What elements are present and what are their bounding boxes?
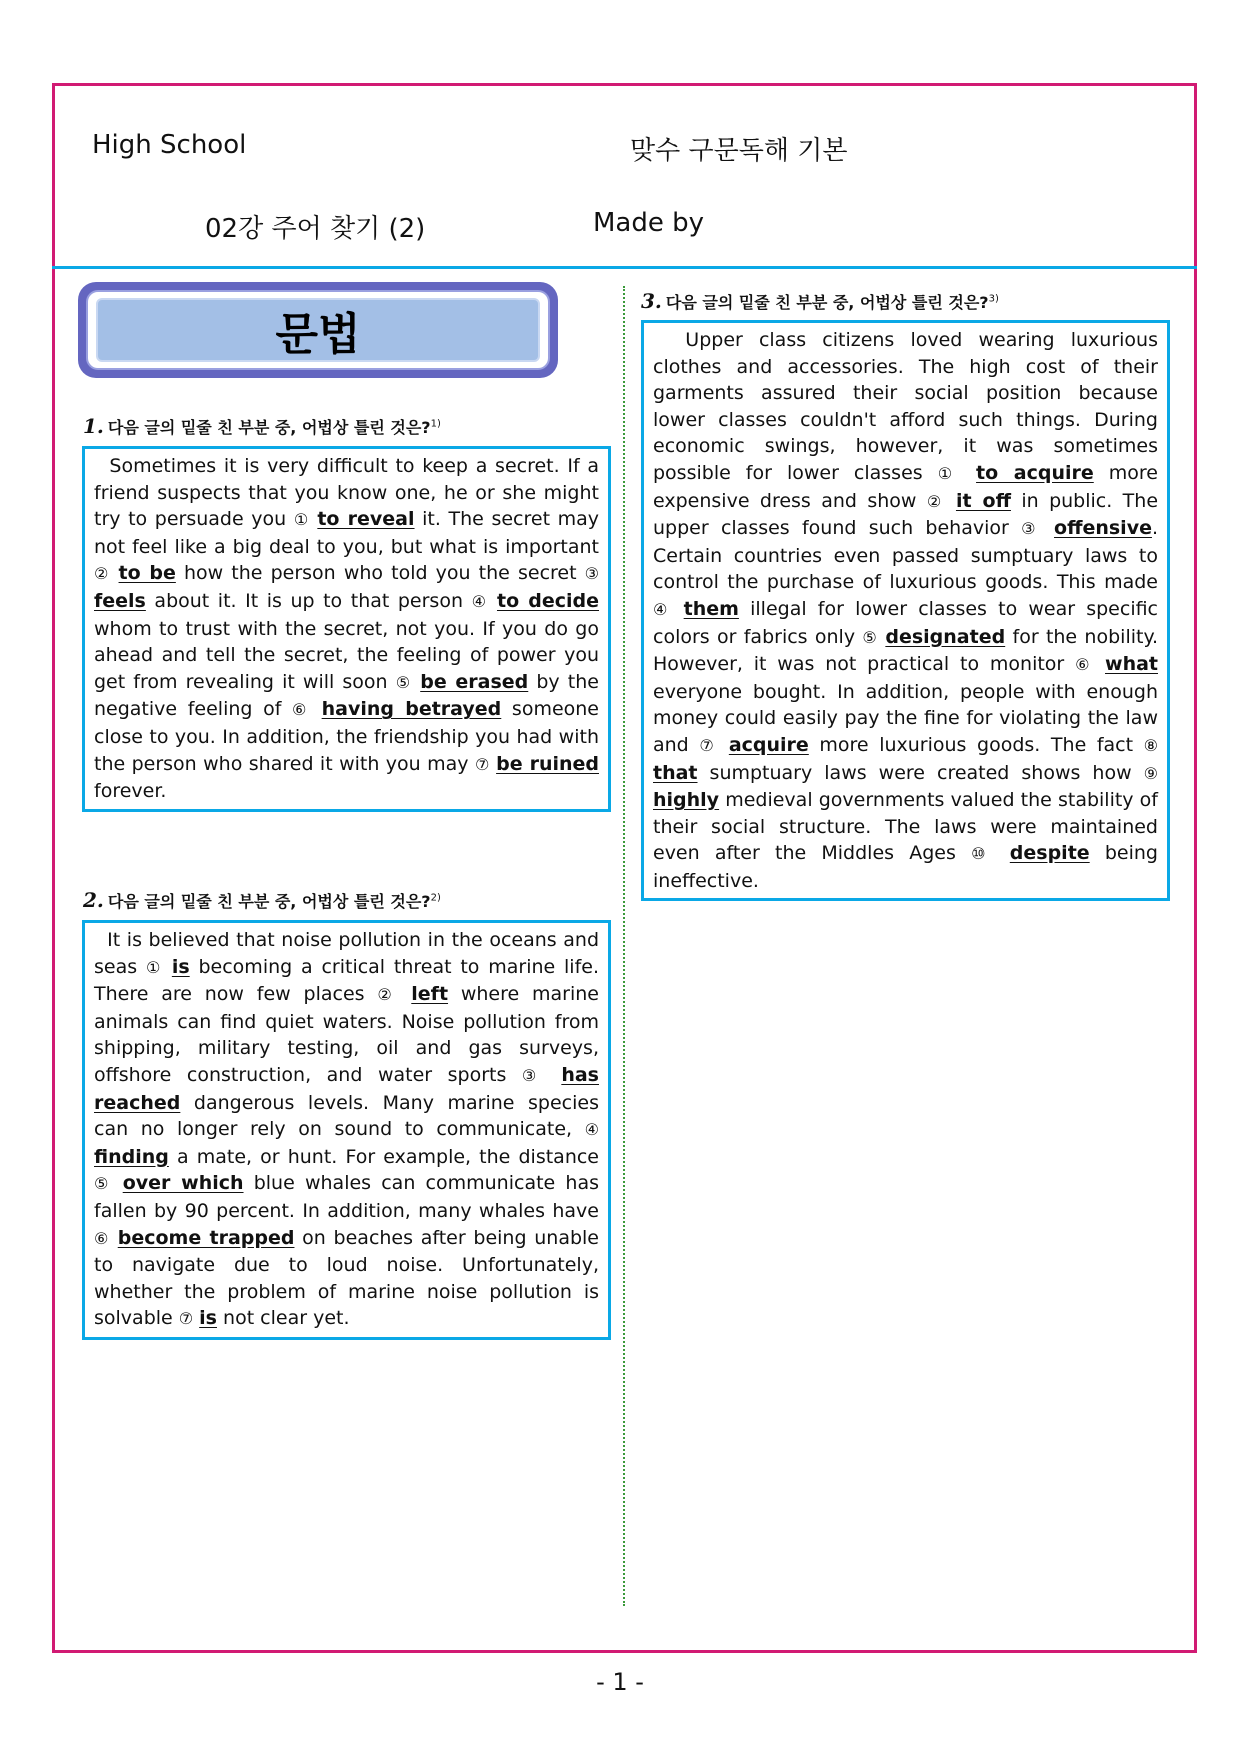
underlined-choice: what bbox=[1105, 653, 1158, 676]
choice-number: ⑤ bbox=[94, 1174, 113, 1194]
question-2-passage bbox=[82, 920, 611, 1340]
choice-number: ⑥ bbox=[292, 700, 311, 720]
question-2-prompt bbox=[83, 888, 441, 912]
passage-text: in public. The upper classes found such behavior bbox=[653, 489, 1159, 540]
question-number: 3. bbox=[641, 289, 662, 313]
column-divider bbox=[623, 286, 625, 1606]
footnote-ref: 1) bbox=[430, 418, 441, 430]
underlined-choice: is bbox=[171, 955, 190, 978]
choice-number: ② bbox=[377, 985, 399, 1005]
made-by: Made by bbox=[593, 208, 705, 238]
underlined-choice: to be bbox=[118, 562, 176, 585]
underlined-choice: them bbox=[683, 597, 739, 620]
passage-text: by the negative feeling of bbox=[94, 670, 599, 721]
choice-number: ④ bbox=[653, 599, 673, 619]
passage-text bbox=[672, 598, 683, 620]
passage-text: Sometimes it is very difficult to keep a secret. If a friend suspects that you know one, he or she might try to persuade you bbox=[94, 455, 599, 531]
passage-text: It is believed that noise pollution in the oceans and seas bbox=[94, 929, 599, 978]
passage-text: sumptuary laws were created shows how bbox=[697, 761, 1144, 784]
passage-text: where marine animals can find quiet waters. Noise pollution from shipping, military testing, oil and gas surveys, offshore construction, and water sports bbox=[94, 983, 599, 1086]
passage-text: dangerous levels. Many marine species can no longer rely on sound to communicate, bbox=[94, 1091, 599, 1141]
passage-text bbox=[995, 842, 1010, 864]
question-3-passage bbox=[641, 320, 1170, 901]
choice-number: ② bbox=[94, 564, 111, 584]
page-number: - 1 - bbox=[596, 1668, 644, 1696]
passage-text bbox=[412, 671, 420, 693]
choice-number: ⑧ bbox=[1143, 735, 1159, 755]
passage-text: for the nobility. However, it was not practical to monitor bbox=[653, 625, 1159, 676]
passage-text bbox=[113, 1172, 123, 1194]
passage-text bbox=[946, 490, 956, 512]
choice-number: ⑩ bbox=[971, 844, 995, 864]
underlined-choice: become trapped bbox=[117, 1226, 295, 1249]
underlined-choice: designated bbox=[885, 625, 1006, 648]
footnote-ref: 2) bbox=[430, 892, 441, 904]
passage-text: about it. It is up to that person bbox=[145, 589, 472, 612]
passage-text: being ineffective. bbox=[653, 842, 1158, 892]
choice-number: ② bbox=[926, 491, 946, 511]
question-3-prompt bbox=[641, 289, 999, 313]
underlined-choice: be erased bbox=[420, 670, 529, 693]
underlined-choice: to decide bbox=[496, 589, 599, 612]
question-1-prompt bbox=[83, 414, 441, 438]
passage-text: a mate, or hunt. For example, the distance bbox=[168, 1145, 599, 1168]
passage-text bbox=[110, 562, 118, 584]
passage-text bbox=[163, 956, 172, 978]
choice-number: ⑤ bbox=[395, 672, 413, 692]
passage-text: more expensive dress and show bbox=[653, 461, 1158, 512]
passage-text bbox=[488, 590, 497, 612]
passage-text: whom to trust with the secret, not you. If you do go ahead and tell the secret, the feeling of power you get from revealing it will soon bbox=[94, 617, 599, 693]
passage-text: becoming a critical threat to marine life. There are now few places bbox=[94, 955, 599, 1006]
choice-number: ③ bbox=[584, 564, 599, 584]
book-title: 맞수 구문독해 기본 bbox=[630, 136, 848, 166]
passage-text bbox=[718, 734, 729, 756]
underlined-choice: despite bbox=[1009, 842, 1090, 865]
passage-text: illegal for lower classes to wear specific colors or fabrics only bbox=[653, 597, 1159, 648]
passage-text bbox=[1094, 653, 1105, 675]
section-badge-label: 문법 bbox=[96, 298, 540, 362]
underlined-choice: left bbox=[411, 983, 449, 1006]
underlined-choice: is bbox=[199, 1307, 217, 1330]
choice-number: ④ bbox=[471, 591, 489, 611]
choice-number: ① bbox=[293, 510, 310, 530]
passage-text: blue whales can communicate has fallen by 90 percent. In addition, many whales have bbox=[94, 1172, 599, 1222]
underlined-choice: has reached bbox=[94, 1063, 599, 1114]
question-1-passage bbox=[82, 446, 611, 812]
passage-text bbox=[311, 698, 322, 720]
passage-text bbox=[546, 1064, 562, 1086]
choice-number: ④ bbox=[584, 1120, 599, 1140]
question-text: 다음 글의 밑줄 친 부분 중, 어법상 틀린 것은? bbox=[665, 293, 989, 312]
underlined-choice: be ruined bbox=[496, 752, 599, 775]
underlined-choice: it off bbox=[955, 489, 1011, 512]
choice-number: ⑨ bbox=[1143, 763, 1158, 783]
underlined-choice: that bbox=[653, 761, 698, 784]
choice-number: ① bbox=[937, 463, 962, 483]
passage-text bbox=[1042, 517, 1054, 539]
passage-text: medieval governments valued the stability of their social structure. The laws were maintained even after the Middles Ages bbox=[653, 789, 1158, 865]
school-level: High School bbox=[92, 130, 247, 160]
passage-text: how the person who told you the secret bbox=[175, 562, 585, 585]
underlined-choice: highly bbox=[653, 789, 720, 812]
passage-text: forever. bbox=[94, 780, 167, 803]
underlined-choice: acquire bbox=[728, 733, 809, 756]
choice-number: ⑥ bbox=[94, 1228, 111, 1248]
underlined-choice: feels bbox=[94, 589, 146, 612]
passage-text: more luxurious goods. The fact bbox=[808, 733, 1144, 756]
passage-text: Upper class citizens loved wearing luxurious clothes and accessories. The high cost of their garments assured their social position because lower classes couldn't afford such things. During economic swings, however, it was sometimes possible for lower classes bbox=[653, 329, 1158, 484]
lesson-title: 02강 주어 찾기 (2) bbox=[205, 214, 426, 244]
underlined-choice: to reveal bbox=[317, 508, 415, 531]
passage-text: not clear yet. bbox=[216, 1307, 350, 1330]
choice-number: ① bbox=[145, 957, 164, 977]
passage-text: . Certain countries even passed sumptuary laws to control the purchase of luxurious goods. This made bbox=[653, 517, 1159, 594]
question-text: 다음 글의 밑줄 친 부분 중, 어법상 틀린 것은? bbox=[107, 418, 431, 437]
passage-text: on beaches after being unable to navigate due to loud noise. Unfortunately, whether the problem of marine noise pollution is solvable bbox=[94, 1226, 599, 1330]
underlined-choice: having betrayed bbox=[321, 698, 502, 721]
passage-text bbox=[110, 1227, 118, 1249]
underlined-choice: offensive bbox=[1054, 517, 1152, 540]
header-divider bbox=[52, 266, 1197, 269]
choice-number: ③ bbox=[1021, 519, 1042, 539]
question-number: 1. bbox=[83, 414, 104, 438]
choice-number: ⑦ bbox=[178, 1309, 194, 1329]
question-number: 2. bbox=[83, 888, 104, 912]
choice-number: ⑤ bbox=[862, 627, 879, 647]
footnote-ref: 3) bbox=[988, 293, 999, 305]
passage-text: it. The secret may not feel like a big deal to you, but what is important bbox=[94, 508, 600, 558]
choice-number: ⑦ bbox=[699, 735, 719, 755]
question-text: 다음 글의 밑줄 친 부분 중, 어법상 틀린 것은? bbox=[107, 892, 431, 911]
choice-number: ⑥ bbox=[1075, 655, 1095, 675]
underlined-choice: to acquire bbox=[976, 461, 1094, 484]
passage-text: everyone bought. In addition, people with enough money could easily pay the fine for violating the law and bbox=[653, 680, 1158, 756]
passage-text bbox=[961, 462, 976, 484]
choice-number: ⑦ bbox=[474, 754, 490, 774]
underlined-choice: over which bbox=[122, 1172, 244, 1195]
passage-text bbox=[398, 983, 411, 1005]
underlined-choice: finding bbox=[94, 1145, 169, 1168]
passage-text: someone close to you. In addition, the friendship you had with the person who shared it with you may bbox=[94, 698, 599, 775]
section-badge bbox=[78, 282, 558, 378]
choice-number: ③ bbox=[521, 1065, 546, 1085]
